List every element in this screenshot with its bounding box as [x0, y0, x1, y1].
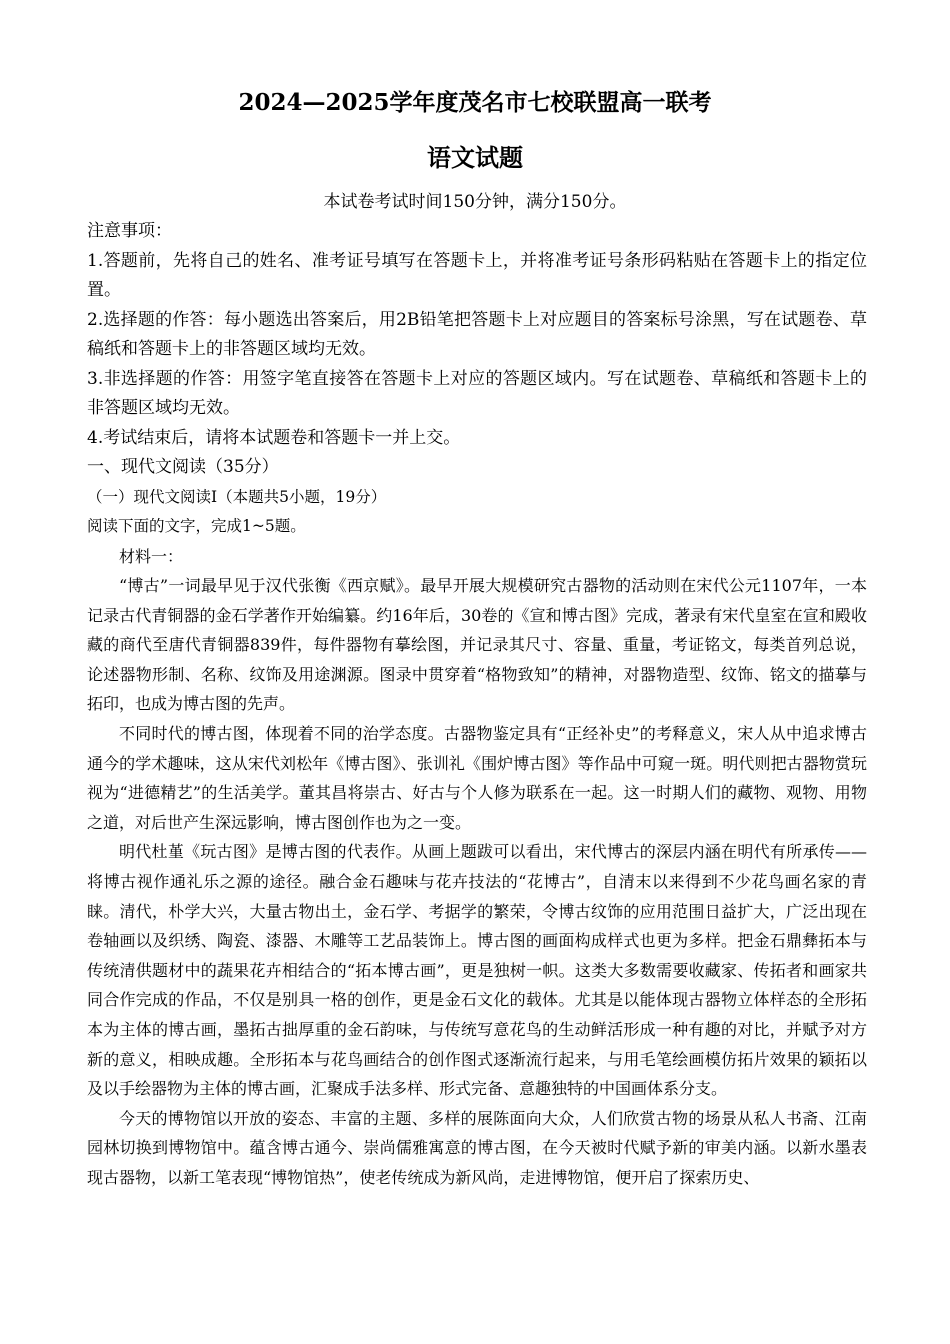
material-label: 材料一：	[119, 546, 184, 566]
notice-item-4: 4.考试结束后，请将本试题卷和答题卡一并上交。	[87, 427, 461, 448]
exam-subject: 语文试题	[427, 143, 523, 172]
exam-body	[87, 217, 867, 1192]
notice-item-1: 1.答题前，先将自己的姓名、准考证号填写在答题卡上，并将准考证号条形码粘贴在答题卡上的指定位置。	[87, 250, 867, 300]
material-paragraph-2: 不同时代的博古图，体现着不同的治学态度。古器物鉴定具有“正经补史”的考释意义，宋人从中追求博古通今的学术趣味，这从宋代刘松年《博古图》、张训礼《围炉博古图》等作品中可窥一斑。明代则把古器物赏玩视为“进德精艺”的生活美学。董其昌将崇古、好古与个人修为联系在一起。这一时期人们的藏物、观物、用物之道，对后世产生深远影响，博古图创作也为之一变。	[87, 723, 867, 832]
material-paragraph-3: 明代杜堇《玩古图》是博古图的代表作。从画上题跋可以看出，宋代博古的深层内涵在明代有所承传——将博古视作通礼乐之源的途径。融合金石趣味与花卉技法的“花博古”，自清末以来得到不少花鸟画名家的青睐。清代，朴学大兴，大量古物出土，金石学、考据学的繁荣，令博古纹饰的应用范围日益扩大，广泛出现在卷轴画以及织绣、陶瓷、漆器、木雕等工艺品装饰上。博古图的画面构成样式也更为多样。把金石鼎彝拓本与传统清供题材中的蔬果花卉相结合的“拓本博古画”，更是独树一帜。这类大多数需要收藏家、传拓者和画家共同合作完成的作品，不仅是别具一格的创作，更是金石文化的载体。尤其是以能体现古器物立体样态的全形拓本为主体的博古画，墨拓古拙厚重的金石韵味，与传统写意花鸟的生动鲜活形成一种有趣的对比，并赋予对方新的意义，相映成趣。全形拓本与花鸟画结合的创作图式逐渐流行起来，与用毛笔绘画模仿拓片效果的颖拓以及以手绘器物为主体的博古画，汇聚成手法多样、形式完备、意趣独特的中国画体系分支。	[87, 842, 867, 1099]
reading-instruction: 阅读下面的文字，完成1~5题。	[87, 517, 306, 535]
exam-time-note: 本试卷考试时间150分钟，满分150分。	[323, 192, 627, 212]
exam-title: 2024—2025学年度茂名市七校联盟高一联考	[238, 89, 712, 116]
notice-heading: 注意事项：	[87, 221, 172, 241]
notice-item-2: 2.选择题的作答：每小题选出答案后，用2B铅笔把答题卡上对应题目的答案标号涂黑，写在试题卷、草稿纸和答题卡上的非答题区域均无效。	[87, 309, 867, 359]
material-paragraph-4: 今天的博物馆以开放的姿态、丰富的主题、多样的展陈面向大众，人们欣赏古物的场景从私人书斋、江南园林切换到博物馆中。蕴含博古通今、崇尚儒雅寓意的博古图，在今天被时代赋予新的审美内涵。以新水墨表现古器物，以新工笔表现“博物馆热”，使老传统成为新风尚，走进博物馆，便开启了探索历史、	[87, 1108, 867, 1187]
material-paragraph-1: “博古”一词最早见于汉代张衡《西京赋》。最早开展大规模研究古器物的活动则在宋代公元1107年，一本记录古代青铜器的金石学著作开始编纂。约16年后，30卷的《宣和博古图》完成，著录有宋代皇室在宣和殿收藏的商代至唐代青铜器839件，每件器物有摹绘图，并记录其尺寸、容量、重量，考证铭文，每类首列总说，论述器物形制、名称、纹饰及用途渊源。图录中贯穿着“格物致知”的精神，对器物造型、纹饰、铭文的描摹与拓印，也成为博古图的先声。	[87, 576, 867, 714]
section-heading: 一、现代文阅读（35分）	[87, 457, 279, 477]
notice-item-3: 3.非选择题的作答：用签字笔直接答在答题卡上对应的答题区域内。写在试题卷、草稿纸和答题卡上的非答题区域均无效。	[87, 368, 867, 418]
section-sub-heading: （一）现代文阅读Ⅰ（本题共5小题，19分）	[87, 487, 387, 506]
